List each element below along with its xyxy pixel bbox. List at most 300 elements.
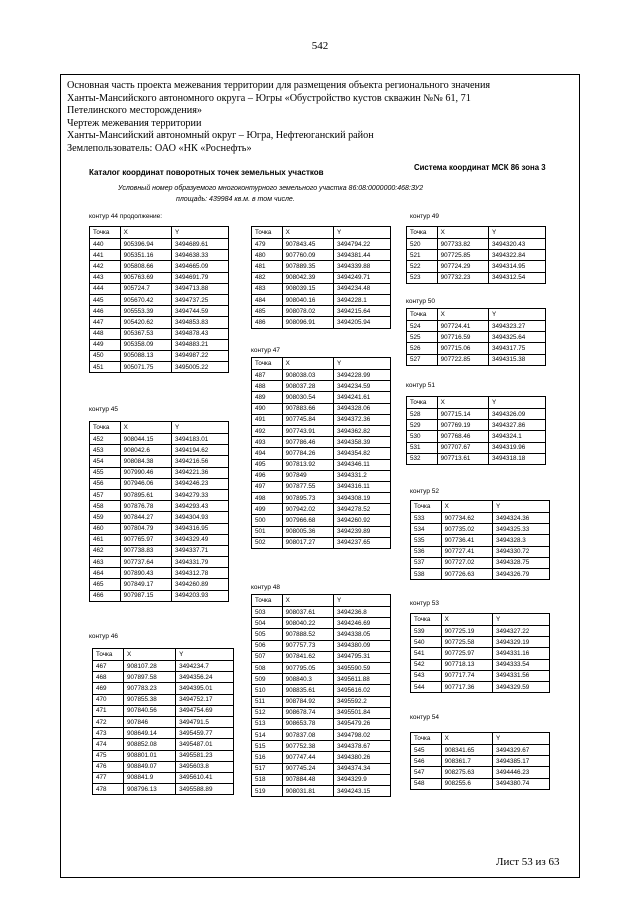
table-row bbox=[90, 568, 229, 579]
y-coordinate: 3494326.79 bbox=[493, 568, 550, 579]
point-number: 540 bbox=[411, 637, 442, 648]
table-row bbox=[411, 756, 550, 767]
parcel-area: площадь: 439984 кв.м. в том числе. bbox=[176, 196, 295, 203]
y-coordinate: 3494221.36 bbox=[172, 467, 229, 478]
table-row bbox=[407, 431, 546, 442]
point-number: 471 bbox=[93, 705, 124, 716]
y-coordinate: 3494320.43 bbox=[489, 239, 546, 250]
x-coordinate: 907725.19 bbox=[441, 626, 492, 637]
y-coordinate: 3494372.36 bbox=[334, 414, 391, 425]
table-row bbox=[411, 568, 550, 579]
table-row bbox=[252, 515, 391, 526]
coords-table-c51 bbox=[406, 396, 546, 465]
header-line: Чертеж межевания территории bbox=[67, 117, 202, 129]
table-row bbox=[90, 272, 229, 283]
x-coordinate: 905088.13 bbox=[120, 350, 171, 361]
x-coordinate: 907737.64 bbox=[120, 557, 171, 568]
table-row bbox=[93, 705, 234, 716]
y-coordinate: 3494278.52 bbox=[334, 504, 391, 515]
point-number: 508 bbox=[252, 662, 283, 673]
x-coordinate: 908031.81 bbox=[282, 786, 333, 797]
x-coordinate: 905351.16 bbox=[120, 250, 171, 261]
table-row bbox=[252, 306, 391, 317]
point-number: 494 bbox=[252, 448, 283, 459]
table-row bbox=[252, 283, 391, 294]
table-row bbox=[90, 501, 229, 512]
x-coordinate: 907726.63 bbox=[441, 568, 492, 579]
contour-title: контур 54 bbox=[410, 714, 439, 721]
x-coordinate: 908037.28 bbox=[282, 381, 333, 392]
x-coordinate: 908852.08 bbox=[124, 739, 176, 750]
y-coordinate: 3494312.78 bbox=[172, 568, 229, 579]
table-header-row bbox=[93, 649, 234, 661]
x-coordinate: 907747.44 bbox=[282, 752, 333, 763]
x-coordinate: 907813.92 bbox=[282, 459, 333, 470]
y-coordinate: 3494205.94 bbox=[334, 317, 391, 328]
point-number: 474 bbox=[93, 739, 124, 750]
column-header-x: X bbox=[437, 309, 488, 321]
contour-title: контур 45 bbox=[89, 406, 118, 413]
x-coordinate: 907707.67 bbox=[437, 442, 488, 453]
point-number: 466 bbox=[90, 590, 121, 601]
column-header-point: Точка bbox=[411, 501, 442, 513]
point-number: 478 bbox=[93, 784, 124, 795]
point-number: 547 bbox=[411, 767, 442, 778]
y-coordinate: 3494752.17 bbox=[176, 694, 234, 705]
column-header-point: Точка bbox=[252, 595, 283, 607]
x-coordinate: 907734.62 bbox=[441, 513, 492, 524]
y-coordinate: 3494317.75 bbox=[489, 343, 546, 354]
point-number: 463 bbox=[90, 557, 121, 568]
table-row bbox=[90, 317, 229, 328]
table-row bbox=[411, 557, 550, 568]
y-coordinate: 3494328.3 bbox=[493, 535, 550, 546]
table-row bbox=[411, 670, 550, 681]
point-number: 504 bbox=[252, 618, 283, 629]
table-header-row bbox=[411, 614, 550, 626]
point-number: 475 bbox=[93, 750, 124, 761]
table-row bbox=[252, 763, 391, 774]
column-header-y: Y bbox=[493, 501, 550, 513]
point-number: 521 bbox=[407, 250, 438, 261]
table-row bbox=[407, 261, 546, 272]
table-row bbox=[90, 328, 229, 339]
point-number: 522 bbox=[407, 261, 438, 272]
y-coordinate: 3494883.21 bbox=[172, 339, 229, 350]
x-coordinate: 907840.56 bbox=[124, 705, 176, 716]
x-coordinate: 908849.07 bbox=[124, 761, 176, 772]
x-coordinate: 908030.54 bbox=[282, 392, 333, 403]
y-coordinate: 3494385.17 bbox=[493, 756, 550, 767]
x-coordinate: 907765.97 bbox=[120, 534, 171, 545]
table-row bbox=[252, 526, 391, 537]
table-row bbox=[252, 261, 391, 272]
y-coordinate: 3494243.15 bbox=[334, 786, 391, 797]
x-coordinate: 907718.13 bbox=[441, 659, 492, 670]
y-coordinate: 3494316.11 bbox=[334, 481, 391, 492]
y-coordinate: 3494319.96 bbox=[489, 442, 546, 453]
x-coordinate: 907784.26 bbox=[282, 448, 333, 459]
point-number: 501 bbox=[252, 526, 283, 537]
y-coordinate: 3494798.02 bbox=[334, 730, 391, 741]
column-header-x: X bbox=[120, 422, 171, 434]
table-row bbox=[252, 730, 391, 741]
y-coordinate: 3494356.24 bbox=[176, 672, 234, 683]
table-row bbox=[252, 272, 391, 283]
column-header-y: Y bbox=[334, 227, 391, 239]
table-row bbox=[252, 651, 391, 662]
x-coordinate: 905420.62 bbox=[120, 317, 171, 328]
column-header-point: Точка bbox=[90, 422, 121, 434]
point-number: 469 bbox=[93, 683, 124, 694]
y-coordinate: 3494381.44 bbox=[334, 250, 391, 261]
point-number: 517 bbox=[252, 763, 283, 774]
y-coordinate: 3494329.67 bbox=[493, 745, 550, 756]
coords-table-c46 bbox=[92, 648, 234, 795]
table-row bbox=[407, 442, 546, 453]
y-coordinate: 3494234.48 bbox=[334, 283, 391, 294]
contour-title: контур 52 bbox=[410, 488, 439, 495]
table-row bbox=[252, 774, 391, 785]
table-row bbox=[252, 448, 391, 459]
column-header-x: X bbox=[282, 595, 333, 607]
table-row bbox=[90, 434, 229, 445]
table-row bbox=[93, 661, 234, 672]
y-coordinate: 3494337.71 bbox=[172, 545, 229, 556]
table-row bbox=[93, 761, 234, 772]
y-coordinate: 3494794.22 bbox=[334, 239, 391, 250]
table-row bbox=[93, 683, 234, 694]
point-number: 498 bbox=[252, 493, 283, 504]
point-number: 542 bbox=[411, 659, 442, 670]
y-coordinate: 3494329.49 bbox=[172, 534, 229, 545]
table-header-row bbox=[411, 733, 550, 745]
table-row bbox=[252, 370, 391, 381]
y-coordinate: 3494333.54 bbox=[493, 659, 550, 670]
x-coordinate: 907715.06 bbox=[437, 343, 488, 354]
table-row bbox=[411, 648, 550, 659]
table-row bbox=[411, 681, 550, 692]
x-coordinate: 907888.52 bbox=[282, 629, 333, 640]
y-coordinate: 3495005.22 bbox=[172, 362, 229, 373]
point-number: 543 bbox=[411, 670, 442, 681]
coords-table-c50 bbox=[406, 308, 546, 366]
y-coordinate: 3494194.62 bbox=[172, 445, 229, 456]
table-row bbox=[407, 239, 546, 250]
y-coordinate: 3494328.06 bbox=[334, 403, 391, 414]
table-row bbox=[252, 425, 391, 436]
table-row bbox=[90, 512, 229, 523]
x-coordinate: 907895.73 bbox=[282, 493, 333, 504]
x-coordinate: 908040.16 bbox=[282, 294, 333, 305]
table-header-row bbox=[407, 397, 546, 409]
column-header-y: Y bbox=[493, 614, 550, 626]
table-row bbox=[252, 629, 391, 640]
x-coordinate: 908801.01 bbox=[124, 750, 176, 761]
y-coordinate: 3495459.77 bbox=[176, 728, 234, 739]
table-row bbox=[93, 772, 234, 783]
y-coordinate: 3494215.64 bbox=[334, 306, 391, 317]
point-number: 545 bbox=[411, 745, 442, 756]
table-row bbox=[90, 579, 229, 590]
table-row bbox=[252, 786, 391, 797]
point-number: 495 bbox=[252, 459, 283, 470]
x-coordinate: 908255.6 bbox=[441, 778, 492, 789]
table-row bbox=[93, 739, 234, 750]
x-coordinate: 907942.02 bbox=[282, 504, 333, 515]
table-row bbox=[90, 239, 229, 250]
column-header-y: Y bbox=[334, 595, 391, 607]
point-number: 491 bbox=[252, 414, 283, 425]
point-number: 539 bbox=[411, 626, 442, 637]
x-coordinate: 908835.61 bbox=[282, 685, 333, 696]
point-number: 482 bbox=[252, 272, 283, 283]
y-coordinate: 3494315.38 bbox=[489, 354, 546, 365]
point-number: 442 bbox=[90, 261, 121, 272]
point-number: 477 bbox=[93, 772, 124, 783]
y-coordinate: 3494327.86 bbox=[489, 420, 546, 431]
table-row bbox=[407, 453, 546, 464]
column-header-x: X bbox=[441, 733, 492, 745]
point-number: 515 bbox=[252, 741, 283, 752]
table-header-row bbox=[90, 227, 229, 239]
table-row bbox=[252, 741, 391, 752]
page-number: 542 bbox=[311, 40, 329, 52]
column-header-y: Y bbox=[489, 309, 546, 321]
table-row bbox=[90, 545, 229, 556]
y-coordinate: 3494346.11 bbox=[334, 459, 391, 470]
point-number: 448 bbox=[90, 328, 121, 339]
table-row bbox=[90, 557, 229, 568]
y-coordinate: 3494279.33 bbox=[172, 489, 229, 500]
x-coordinate: 907966.68 bbox=[282, 515, 333, 526]
x-coordinate: 908042.6 bbox=[120, 445, 171, 456]
header-line: Петелинского месторождения» bbox=[67, 105, 202, 117]
x-coordinate: 908017.27 bbox=[282, 537, 333, 548]
column-header-y: Y bbox=[334, 358, 391, 370]
point-number: 481 bbox=[252, 261, 283, 272]
y-coordinate: 3495610.41 bbox=[176, 772, 234, 783]
y-coordinate: 3494754.69 bbox=[176, 705, 234, 716]
column-header-y: Y bbox=[172, 422, 229, 434]
coords-table-c52 bbox=[410, 500, 550, 580]
x-coordinate: 907884.48 bbox=[282, 774, 333, 785]
column-header-x: X bbox=[124, 649, 176, 661]
x-coordinate: 907745.24 bbox=[282, 763, 333, 774]
table-row bbox=[411, 659, 550, 670]
column-header-x: X bbox=[282, 227, 333, 239]
table-row bbox=[93, 728, 234, 739]
point-number: 458 bbox=[90, 501, 121, 512]
point-number: 457 bbox=[90, 489, 121, 500]
table-row bbox=[407, 250, 546, 261]
column-header-point: Точка bbox=[411, 733, 442, 745]
point-number: 537 bbox=[411, 557, 442, 568]
y-coordinate: 3494325.33 bbox=[493, 524, 550, 535]
y-coordinate: 3494325.64 bbox=[489, 332, 546, 343]
column-header-point: Точка bbox=[407, 309, 438, 321]
table-row bbox=[252, 718, 391, 729]
x-coordinate: 908078.02 bbox=[282, 306, 333, 317]
x-coordinate: 907745.84 bbox=[282, 414, 333, 425]
point-number: 488 bbox=[252, 381, 283, 392]
table-row bbox=[252, 392, 391, 403]
point-number: 531 bbox=[407, 442, 438, 453]
y-coordinate: 3494380.09 bbox=[334, 640, 391, 651]
table-row bbox=[252, 470, 391, 481]
table-row bbox=[411, 767, 550, 778]
x-coordinate: 907786.46 bbox=[282, 437, 333, 448]
header-line: Основная часть проекта межевания территории для размещения объекта регионального значения bbox=[67, 80, 491, 91]
x-coordinate: 905396.94 bbox=[120, 239, 171, 250]
y-coordinate: 3495616.02 bbox=[334, 685, 391, 696]
x-coordinate: 908096.91 bbox=[282, 317, 333, 328]
column-header-x: X bbox=[437, 227, 488, 239]
y-coordinate: 3494246.23 bbox=[172, 478, 229, 489]
table-row bbox=[411, 513, 550, 524]
point-number: 484 bbox=[252, 294, 283, 305]
column-header-y: Y bbox=[493, 733, 550, 745]
header-line: Ханты-Мансийского автономного округа – Югры «Обустройство кустов скважин №№ 61, 71 bbox=[67, 92, 471, 104]
point-number: 479 bbox=[252, 239, 283, 250]
column-header-y: Y bbox=[176, 649, 234, 661]
sheet-number: Лист 53 из 63 bbox=[496, 856, 560, 868]
coords-table-c47 bbox=[251, 357, 391, 549]
y-coordinate: 3494324.1 bbox=[489, 431, 546, 442]
y-coordinate: 3494260.89 bbox=[172, 579, 229, 590]
table-row bbox=[411, 778, 550, 789]
x-coordinate: 907727.41 bbox=[441, 546, 492, 557]
table-row bbox=[90, 456, 229, 467]
point-number: 455 bbox=[90, 467, 121, 478]
column-header-point: Точка bbox=[93, 649, 124, 661]
point-number: 468 bbox=[93, 672, 124, 683]
x-coordinate: 908037.61 bbox=[282, 607, 333, 618]
y-coordinate: 3494318.18 bbox=[489, 453, 546, 464]
column-header-x: X bbox=[437, 397, 488, 409]
x-coordinate: 907795.05 bbox=[282, 662, 333, 673]
point-number: 467 bbox=[93, 661, 124, 672]
header-line: Землепользователь: ОАО «НК «Роснефть» bbox=[67, 142, 252, 154]
table-row bbox=[252, 250, 391, 261]
y-coordinate: 3494374.34 bbox=[334, 763, 391, 774]
table-row bbox=[252, 607, 391, 618]
table-row bbox=[411, 637, 550, 648]
table-row bbox=[252, 752, 391, 763]
coords-table-c53 bbox=[410, 613, 550, 693]
x-coordinate: 908341.65 bbox=[441, 745, 492, 756]
column-header-x: X bbox=[441, 501, 492, 513]
x-coordinate: 907768.46 bbox=[437, 431, 488, 442]
point-number: 443 bbox=[90, 272, 121, 283]
y-coordinate: 3494329.19 bbox=[493, 637, 550, 648]
point-number: 532 bbox=[407, 453, 438, 464]
point-number: 499 bbox=[252, 504, 283, 515]
x-coordinate: 908678.74 bbox=[282, 707, 333, 718]
table-row bbox=[407, 272, 546, 283]
column-header-point: Точка bbox=[90, 227, 121, 239]
point-number: 503 bbox=[252, 607, 283, 618]
y-coordinate: 3494314.95 bbox=[489, 261, 546, 272]
point-number: 510 bbox=[252, 685, 283, 696]
y-coordinate: 3494713.88 bbox=[172, 283, 229, 294]
point-number: 444 bbox=[90, 283, 121, 294]
table-row bbox=[411, 546, 550, 557]
parcel-note bbox=[118, 183, 423, 205]
column-header-point: Точка bbox=[252, 227, 283, 239]
column-header-x: X bbox=[282, 358, 333, 370]
point-number: 485 bbox=[252, 306, 283, 317]
point-number: 506 bbox=[252, 640, 283, 651]
x-coordinate: 907877.55 bbox=[282, 481, 333, 492]
table-row bbox=[252, 403, 391, 414]
x-coordinate: 905553.39 bbox=[120, 306, 171, 317]
x-coordinate: 907738.83 bbox=[120, 545, 171, 556]
point-number: 480 bbox=[252, 250, 283, 261]
x-coordinate: 907760.09 bbox=[282, 250, 333, 261]
x-coordinate: 905071.75 bbox=[120, 362, 171, 373]
y-coordinate: 3494293.43 bbox=[172, 501, 229, 512]
point-number: 451 bbox=[90, 362, 121, 373]
table-row bbox=[93, 694, 234, 705]
y-coordinate: 3494795.31 bbox=[334, 651, 391, 662]
table-row bbox=[93, 784, 234, 795]
x-coordinate: 907735.02 bbox=[441, 524, 492, 535]
x-coordinate: 907724.29 bbox=[437, 261, 488, 272]
x-coordinate: 908044.15 bbox=[120, 434, 171, 445]
y-coordinate: 3494312.54 bbox=[489, 272, 546, 283]
point-number: 446 bbox=[90, 306, 121, 317]
contour-title: контур 44 продолжение: bbox=[89, 213, 163, 220]
y-coordinate: 3494689.61 bbox=[172, 239, 229, 250]
x-coordinate: 907990.46 bbox=[120, 467, 171, 478]
x-coordinate: 907889.35 bbox=[282, 261, 333, 272]
table-row bbox=[252, 696, 391, 707]
point-number: 496 bbox=[252, 470, 283, 481]
point-number: 470 bbox=[93, 694, 124, 705]
column-header-y: Y bbox=[489, 397, 546, 409]
x-coordinate: 908039.15 bbox=[282, 283, 333, 294]
coords-table-c49 bbox=[406, 226, 546, 284]
x-coordinate: 907727.02 bbox=[441, 557, 492, 568]
y-coordinate: 3494241.61 bbox=[334, 392, 391, 403]
point-number: 497 bbox=[252, 481, 283, 492]
x-coordinate: 907757.73 bbox=[282, 640, 333, 651]
x-coordinate: 907844.27 bbox=[120, 512, 171, 523]
y-coordinate: 3494380.74 bbox=[493, 778, 550, 789]
y-coordinate: 3494380.26 bbox=[334, 752, 391, 763]
y-coordinate: 3494331.16 bbox=[493, 648, 550, 659]
x-coordinate: 907783.23 bbox=[124, 683, 176, 694]
table-row bbox=[90, 250, 229, 261]
table-header-row bbox=[90, 422, 229, 434]
y-coordinate: 3495501.84 bbox=[334, 707, 391, 718]
y-coordinate: 3494331.2 bbox=[334, 470, 391, 481]
x-coordinate: 908784.92 bbox=[282, 696, 333, 707]
y-coordinate: 3494203.93 bbox=[172, 590, 229, 601]
table-row bbox=[90, 523, 229, 534]
point-number: 489 bbox=[252, 392, 283, 403]
y-coordinate: 3494328.75 bbox=[493, 557, 550, 568]
y-coordinate: 3494791.5 bbox=[176, 716, 234, 727]
table-row bbox=[407, 409, 546, 420]
x-coordinate: 908653.78 bbox=[282, 718, 333, 729]
y-coordinate: 3494183.01 bbox=[172, 434, 229, 445]
x-coordinate: 907843.45 bbox=[282, 239, 333, 250]
x-coordinate: 908841.9 bbox=[124, 772, 176, 783]
x-coordinate: 907895.61 bbox=[120, 489, 171, 500]
point-number: 541 bbox=[411, 648, 442, 659]
